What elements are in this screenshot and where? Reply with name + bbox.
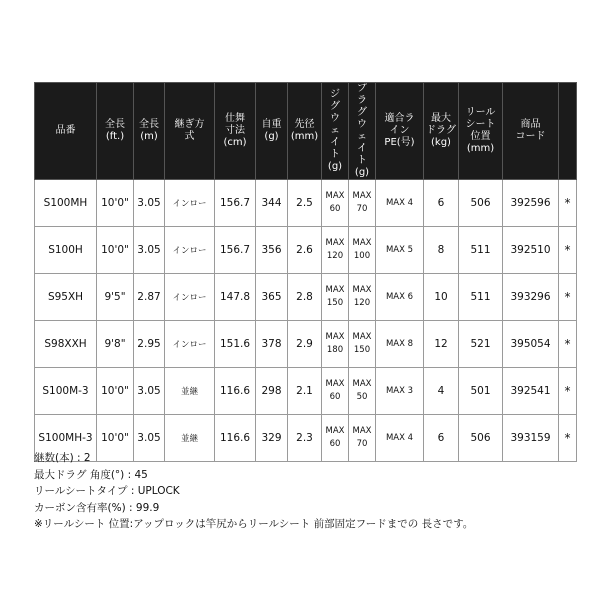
header-plug-line: ウ	[357, 119, 367, 130]
header-jig-line: ェ	[330, 125, 340, 136]
cell-code: 395054	[503, 321, 559, 368]
cell-weight: 365	[256, 274, 288, 321]
table-row	[35, 321, 577, 368]
header-jig-line: (g)	[327, 161, 343, 172]
header-joint-line: 式	[184, 131, 195, 142]
cell-tip: 2.5	[288, 180, 322, 227]
cell-plug-line: MAX	[352, 285, 372, 295]
cell-line: MAX 5	[376, 227, 424, 274]
header-plug	[349, 83, 376, 180]
header-weight-line: (g)	[264, 131, 279, 142]
cell-joint: インロー	[165, 227, 215, 274]
header-code	[503, 83, 559, 180]
cell-code: 393159	[503, 415, 559, 462]
cell-jig-line: MAX	[325, 238, 345, 248]
cell-plug-line: 70	[356, 204, 368, 214]
cell-code: 393296	[503, 274, 559, 321]
cell-plug	[349, 180, 376, 227]
cell-len_ft: 10'0"	[97, 368, 134, 415]
cell-note: *	[559, 368, 577, 415]
cell-jig	[322, 274, 349, 321]
cell-plug-line: 120	[353, 298, 371, 308]
cell-drag: 10	[424, 274, 459, 321]
cell-seat: 506	[459, 415, 503, 462]
cell-drag: 4	[424, 368, 459, 415]
header-jig-line: ウ	[330, 113, 340, 124]
header-drag-line: ドラグ	[426, 125, 456, 136]
cell-joint: インロー	[165, 180, 215, 227]
header-closed-line: (cm)	[223, 137, 247, 148]
cell-model: S100MH-3	[35, 415, 97, 462]
cell-line: MAX 4	[376, 415, 424, 462]
cell-model: S100H	[35, 227, 97, 274]
cell-joint: インロー	[165, 321, 215, 368]
header-line-line: PE(号)	[384, 137, 415, 148]
cell-line: MAX 8	[376, 321, 424, 368]
header-plug-line: イ	[357, 143, 367, 154]
cell-len_m: 3.05	[134, 415, 165, 462]
cell-jig	[322, 368, 349, 415]
table-row	[35, 227, 577, 274]
header-len_m-line: (m)	[140, 131, 158, 142]
cell-tip: 2.6	[288, 227, 322, 274]
cell-seat: 511	[459, 227, 503, 274]
cell-len_ft: 10'0"	[97, 180, 134, 227]
note-reel-seat-type: リールシートタイプ : UPLOCK	[34, 485, 180, 497]
cell-tip: 2.8	[288, 274, 322, 321]
note-carbon-content: カーボン含有率(%) : 99.9	[34, 501, 160, 514]
cell-plug-line: 100	[353, 251, 371, 261]
cell-code: 392596	[503, 180, 559, 227]
spec-notes	[34, 450, 594, 533]
header-code-line: コード	[515, 131, 546, 142]
header-plug-line: プ	[357, 83, 367, 94]
cell-jig-line: 60	[329, 439, 341, 449]
cell-jig-line: 60	[329, 204, 341, 214]
header-line-line: 適合ラ	[384, 113, 415, 124]
header-jig-line: イ	[330, 137, 340, 148]
header-len_ft-line: (ft.)	[105, 131, 125, 142]
cell-model: S100M-3	[35, 368, 97, 415]
header-joint	[165, 83, 215, 180]
cell-note: *	[559, 227, 577, 274]
header-line-line: イン	[389, 125, 410, 136]
cell-seat: 501	[459, 368, 503, 415]
header-drag	[424, 83, 459, 180]
note-drag-angle: 最大ドラグ 角度(°) : 45	[34, 468, 148, 481]
cell-plug-line: MAX	[352, 332, 372, 342]
header-closed-line: 仕舞	[225, 113, 245, 124]
cell-drag: 8	[424, 227, 459, 274]
cell-plug-line: MAX	[352, 191, 372, 201]
cell-weight: 329	[256, 415, 288, 462]
cell-weight: 378	[256, 321, 288, 368]
cell-jig-line: MAX	[325, 332, 345, 342]
cell-jig-line: MAX	[325, 379, 345, 389]
cell-len_m: 3.05	[134, 368, 165, 415]
header-jig-line: グ	[330, 101, 340, 112]
cell-jig-line: 150	[326, 298, 344, 308]
cell-note: *	[559, 274, 577, 321]
cell-plug-line: MAX	[352, 379, 372, 389]
cell-len_m: 3.05	[134, 180, 165, 227]
cell-closed: 116.6	[215, 368, 256, 415]
cell-drag: 12	[424, 321, 459, 368]
header-seat-line: (mm)	[466, 143, 495, 154]
cell-len_ft: 10'0"	[97, 415, 134, 462]
cell-code: 392510	[503, 227, 559, 274]
header-seat-line: 位置	[470, 131, 491, 142]
header-joint-line: 継ぎ方	[174, 119, 205, 130]
header-plug-line: ラ	[357, 95, 367, 106]
cell-note: *	[559, 180, 577, 227]
cell-plug-line: 150	[353, 345, 371, 355]
cell-plug-line: MAX	[352, 426, 372, 436]
cell-len_ft: 9'5"	[97, 274, 134, 321]
cell-jig-line: 60	[329, 392, 341, 402]
cell-jig-line: 180	[326, 345, 344, 355]
cell-joint: 並継	[165, 368, 215, 415]
cell-tip: 2.9	[288, 321, 322, 368]
cell-jig-line: 120	[326, 251, 344, 261]
table-body	[35, 180, 577, 462]
cell-len_ft: 10'0"	[97, 227, 134, 274]
header-tip	[288, 83, 322, 180]
header-len_ft	[97, 83, 134, 180]
cell-jig-line: MAX	[325, 426, 345, 436]
cell-model: S100MH	[35, 180, 97, 227]
header-len_m	[134, 83, 165, 180]
cell-drag: 6	[424, 415, 459, 462]
cell-tip: 2.1	[288, 368, 322, 415]
cell-drag: 6	[424, 180, 459, 227]
header-seat-line: シート	[465, 119, 496, 130]
cell-joint: インロー	[165, 274, 215, 321]
cell-len_m: 2.95	[134, 321, 165, 368]
header-plug-line: ェ	[357, 131, 367, 142]
header-plug-line: グ	[357, 107, 367, 118]
header-drag-line: (kg)	[431, 137, 451, 148]
cell-closed: 116.6	[215, 415, 256, 462]
cell-jig	[322, 180, 349, 227]
header-seat	[459, 83, 503, 180]
header-tip-line: (mm)	[290, 131, 319, 142]
cell-weight: 356	[256, 227, 288, 274]
cell-closed: 156.7	[215, 227, 256, 274]
table-row	[35, 274, 577, 321]
header-closed	[215, 83, 256, 180]
cell-closed: 151.6	[215, 321, 256, 368]
cell-seat: 511	[459, 274, 503, 321]
header-model-line: 品番	[55, 125, 76, 136]
cell-model: S98XXH	[35, 321, 97, 368]
header-seat-line: リール	[465, 107, 496, 118]
header-weight	[256, 83, 288, 180]
cell-plug	[349, 227, 376, 274]
table-row	[35, 180, 577, 227]
cell-line: MAX 6	[376, 274, 424, 321]
cell-line: MAX 4	[376, 180, 424, 227]
cell-jig	[322, 321, 349, 368]
cell-plug	[349, 321, 376, 368]
header-closed-line: 寸法	[225, 125, 245, 136]
cell-seat: 506	[459, 180, 503, 227]
header-tip-line: 先径	[294, 119, 315, 130]
note-joint-count: 継数(本) : 2	[34, 452, 91, 464]
header-model	[35, 83, 97, 180]
cell-plug	[349, 368, 376, 415]
cell-line: MAX 3	[376, 368, 424, 415]
cell-jig-line: MAX	[325, 191, 345, 201]
spec-table	[34, 82, 577, 462]
header-line	[376, 83, 424, 180]
cell-weight: 344	[256, 180, 288, 227]
header-jig	[322, 83, 349, 180]
header-code-line: 商品	[520, 119, 541, 130]
cell-jig-line: MAX	[325, 285, 345, 295]
cell-model: S95XH	[35, 274, 97, 321]
cell-tip: 2.3	[288, 415, 322, 462]
cell-code: 392541	[503, 368, 559, 415]
cell-plug-line: 70	[356, 439, 368, 449]
cell-len_m: 3.05	[134, 227, 165, 274]
header-plug-line: (g)	[354, 167, 370, 178]
header-note	[559, 83, 577, 180]
cell-note: *	[559, 415, 577, 462]
header-drag-line: 最大	[431, 113, 451, 124]
header-jig-line: ト	[330, 149, 340, 160]
table-row	[35, 368, 577, 415]
header-plug-line: ト	[357, 155, 367, 166]
cell-weight: 298	[256, 368, 288, 415]
note-reel-seat-position: ※リールシート 位置:アップロックは竿尻からリールシート 前部固定フードまでの 長さです。	[34, 518, 474, 530]
cell-note: *	[559, 321, 577, 368]
table-header-row	[35, 83, 577, 180]
cell-plug-line: 50	[356, 392, 368, 402]
cell-jig	[322, 227, 349, 274]
header-len_ft-line: 全長	[105, 119, 125, 130]
cell-seat: 521	[459, 321, 503, 368]
cell-closed: 156.7	[215, 180, 256, 227]
header-jig-line: ジ	[330, 89, 340, 100]
cell-closed: 147.8	[215, 274, 256, 321]
cell-plug-line: MAX	[352, 238, 372, 248]
cell-len_m: 2.87	[134, 274, 165, 321]
header-len_m-line: 全長	[139, 119, 159, 130]
cell-len_ft: 9'8"	[97, 321, 134, 368]
cell-joint: 並継	[165, 415, 215, 462]
header-weight-line: 自重	[261, 119, 282, 130]
cell-plug	[349, 274, 376, 321]
